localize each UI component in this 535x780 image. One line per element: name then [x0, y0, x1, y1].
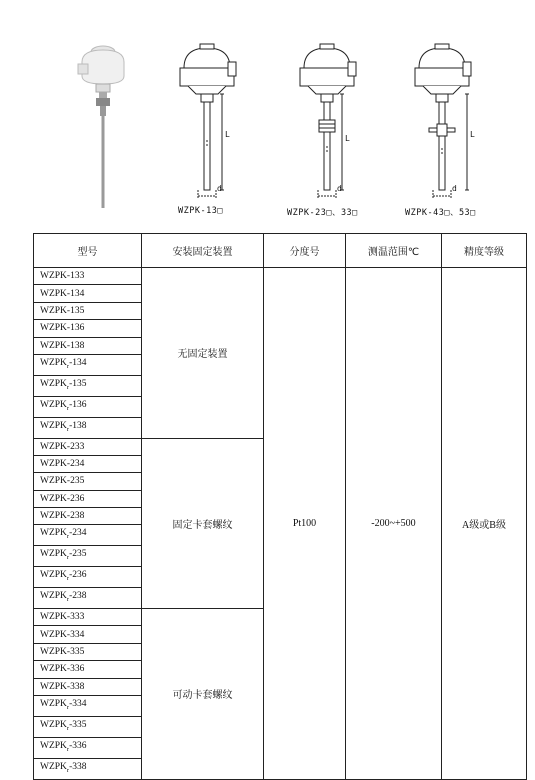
model-cell — [34, 268, 142, 285]
model-subscript: r — [66, 554, 70, 562]
header-graduation: 分度号 — [264, 234, 346, 268]
model-subscript: r — [66, 575, 70, 583]
model-base: WZPK-333 — [40, 612, 85, 623]
model-suffix: -234 — [69, 528, 87, 539]
model-cell — [34, 525, 142, 546]
model-base: WZPK-338 — [40, 681, 85, 692]
model-subscript: r — [66, 425, 70, 433]
model-cell — [34, 455, 142, 472]
model-base: WZPK-236 — [40, 493, 85, 504]
length-label: L — [345, 134, 350, 143]
header-mounting: 安装固定装置 — [142, 234, 264, 268]
model-cell — [34, 567, 142, 588]
model-base: WZPK — [40, 420, 67, 431]
model-subscript: r — [66, 383, 70, 391]
model-cell — [34, 417, 142, 438]
model-cell — [34, 473, 142, 490]
model-suffix: -136 — [69, 399, 87, 410]
model-subscript: r — [66, 724, 70, 732]
model-base: WZPK — [40, 357, 67, 368]
model-suffix: -236 — [69, 570, 87, 581]
model-cell — [34, 375, 142, 396]
model-suffix: -335 — [69, 719, 87, 730]
model-suffix: -336 — [69, 740, 87, 751]
accuracy-cell: A级或B级 — [442, 268, 527, 780]
table-row — [34, 268, 527, 285]
model-cell — [34, 396, 142, 417]
model-base: WZPK — [40, 549, 67, 560]
model-base: WZPK-138 — [40, 340, 85, 351]
model-cell — [34, 285, 142, 302]
model-cell — [34, 508, 142, 525]
spec-table — [33, 233, 527, 780]
model-base: WZPK — [40, 570, 67, 581]
caption-wzpk-23-33: WZPK-23□、33□ — [287, 208, 358, 218]
model-cell — [34, 758, 142, 779]
model-cell — [34, 588, 142, 609]
model-cell — [34, 320, 142, 337]
model-subscript: r — [66, 362, 70, 370]
model-cell — [34, 490, 142, 507]
graduation-cell: Pt100 — [264, 268, 346, 780]
model-cell — [34, 302, 142, 319]
product-photo — [68, 40, 138, 212]
model-suffix: -235 — [69, 549, 87, 560]
drawing-wzpk-23-33 — [290, 40, 365, 205]
model-base: WZPK-133 — [40, 271, 85, 282]
model-subscript: r — [66, 766, 70, 774]
model-subscript: r — [66, 533, 70, 541]
mounting-cell: 无固定装置 — [142, 268, 264, 439]
header-range: 测温范围℃ — [346, 234, 442, 268]
model-base: WZPK-336 — [40, 664, 85, 675]
model-cell — [34, 337, 142, 354]
diameter-label: d — [452, 184, 457, 193]
model-suffix: -338 — [69, 761, 87, 772]
drawing-wzpk-43-53 — [405, 40, 480, 205]
model-base: WZPK-134 — [40, 288, 85, 299]
model-subscript: r — [66, 596, 70, 604]
model-base: WZPK-334 — [40, 629, 85, 640]
range-cell: -200~+500 — [346, 268, 442, 780]
model-base: WZPK-235 — [40, 476, 85, 487]
header-accuracy: 精度等级 — [442, 234, 527, 268]
caption-wzpk-13: WZPK-13□ — [178, 206, 223, 216]
model-cell — [34, 626, 142, 643]
model-base: WZPK — [40, 719, 67, 730]
model-cell — [34, 643, 142, 660]
model-suffix: -138 — [69, 420, 87, 431]
table-header-row — [34, 234, 527, 268]
model-cell — [34, 438, 142, 455]
model-cell — [34, 354, 142, 375]
model-base: WZPK — [40, 591, 67, 602]
model-suffix: -238 — [69, 591, 87, 602]
length-label: L — [470, 130, 475, 139]
model-base: WZPK-135 — [40, 305, 85, 316]
model-base: WZPK-136 — [40, 323, 85, 334]
model-cell — [34, 716, 142, 737]
model-cell — [34, 737, 142, 758]
model-suffix: -334 — [69, 698, 87, 709]
model-cell — [34, 661, 142, 678]
caption-wzpk-43-53: WZPK-43□、53□ — [405, 208, 476, 218]
model-subscript: r — [66, 404, 70, 412]
model-cell — [34, 678, 142, 695]
model-base: WZPK — [40, 698, 67, 709]
model-cell — [34, 546, 142, 567]
model-cell — [34, 609, 142, 626]
length-label: L — [225, 130, 230, 139]
model-base: WZPK-234 — [40, 459, 85, 470]
drawing-wzpk-13 — [170, 40, 245, 205]
header-model: 型号 — [34, 234, 142, 268]
model-base: WZPK-238 — [40, 511, 85, 522]
mounting-cell: 可动卡套螺纹 — [142, 609, 264, 780]
diameter-label: d — [217, 184, 222, 193]
model-subscript: r — [66, 703, 70, 711]
model-base: WZPK — [40, 378, 67, 389]
model-cell — [34, 695, 142, 716]
model-suffix: -135 — [69, 378, 87, 389]
model-base: WZPK — [40, 399, 67, 410]
model-base: WZPK — [40, 761, 67, 772]
model-base: WZPK-233 — [40, 441, 85, 452]
diameter-label: d — [337, 184, 342, 193]
model-base: WZPK — [40, 528, 67, 539]
model-subscript: r — [66, 745, 70, 753]
model-suffix: -134 — [69, 357, 87, 368]
model-base: WZPK-335 — [40, 647, 85, 657]
mounting-cell: 固定卡套螺纹 — [142, 438, 264, 609]
model-base: WZPK — [40, 740, 67, 751]
